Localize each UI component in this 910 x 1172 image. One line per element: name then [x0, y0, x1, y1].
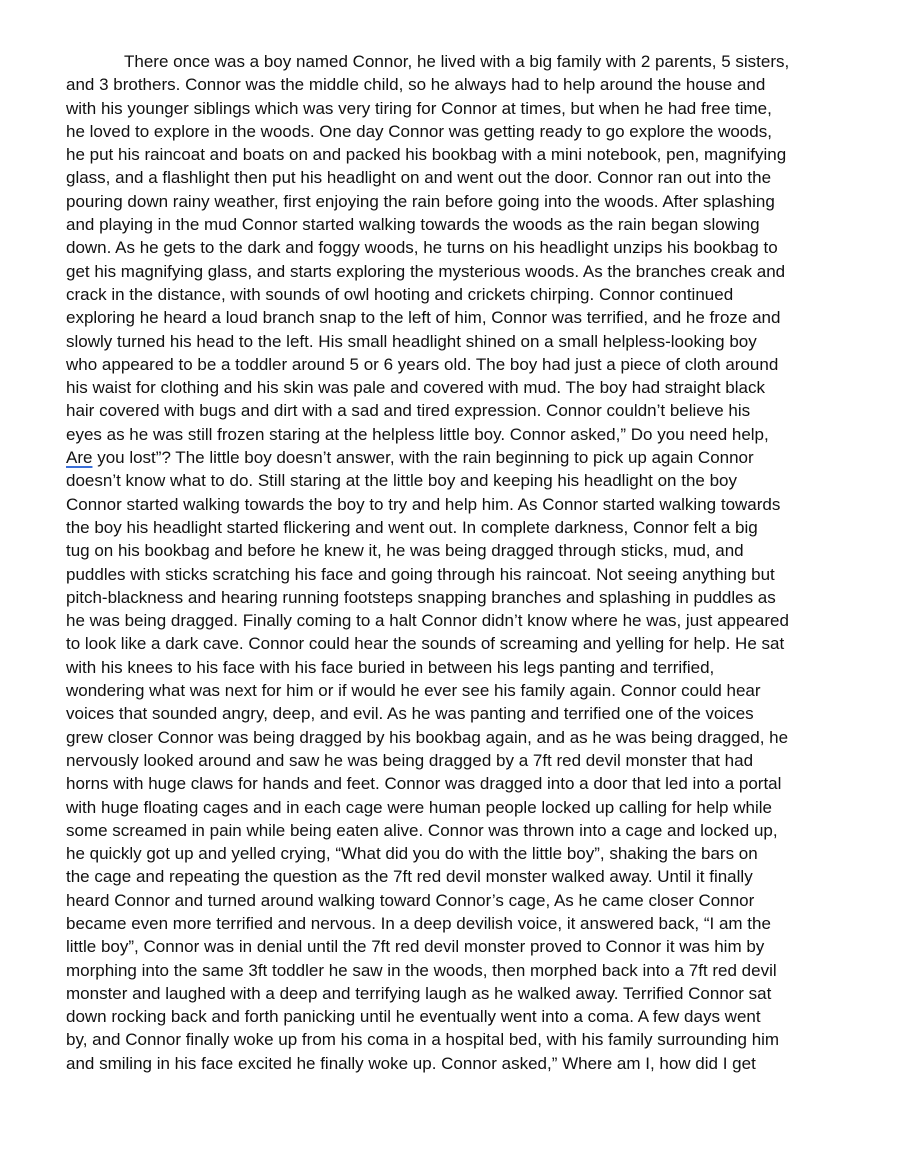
text-line: pouring down rainy weather, first enjoying the rain before going into the woods. After splashing [66, 191, 775, 211]
text-line: he loved to explore in the woods. One day Connor was getting ready to go explore the woods, [66, 121, 772, 141]
text-line: Connor started walking towards the boy to try and help him. As Connor started walking towards [66, 494, 781, 514]
text-line: heard Connor and turned around walking toward Connor’s cage, As he came closer Connor [66, 890, 755, 910]
text-line: hair covered with bugs and dirt with a sad and tired expression. Connor couldn’t believe his [66, 401, 751, 421]
text-line: to look like a dark cave. Connor could hear the sounds of screaming and yelling for help. He sat [66, 634, 785, 654]
text-line: he was being dragged. Finally coming to a halt Connor didn’t know where he was, just appeared [66, 611, 789, 631]
text-line: by, and Connor finally woke up from his coma in a hospital bed, with his family surrounding him [66, 1030, 780, 1050]
text-line: horns with huge claws for hands and feet. Connor was dragged into a door that led into a portal [66, 774, 782, 794]
text-line: down rocking back and forth panicking until he eventually went into a coma. A few days went [66, 1007, 761, 1027]
paragraph-first-line: There once was a boy named Connor, he lived with a big family with 2 parents, 5 sisters, [124, 52, 790, 71]
text-line: became even more terrified and nervous. In a deep devilish voice, it answered back, “I am the [66, 913, 771, 933]
text-line: glass, and a flashlight then put his headlight on and went out the door. Connor ran out into the [66, 168, 772, 188]
text-line-with-flagged-word [66, 446, 826, 469]
text-line: get his magnifying glass, and starts exploring the mysterious woods. As the branches creak and [66, 261, 786, 281]
text-line: some screamed in pain while being eaten alive. Connor was thrown into a cage and locked up, [66, 820, 778, 840]
text-line-rest: you lost”? The little boy doesn’t answer, with the rain beginning to pick up again Connor [92, 448, 754, 468]
text-line: the cage and repeating the question as the 7ft red devil monster walked away. Until it finally [66, 867, 753, 887]
text-line: he put his raincoat and boats on and packed his bookbag with a mini notebook, pen, magnifying [66, 145, 787, 165]
text-line: tug on his bookbag and before he knew it, he was being dragged through sticks, mud, and [66, 541, 744, 561]
text-line: doesn’t know what to do. Still staring at the little boy and keeping his headlight on the boy [66, 471, 737, 491]
spelling-flagged-word[interactable]: Are [66, 448, 93, 468]
text-line: puddles with sticks scratching his face and going through his raincoat. Not seeing anything but [66, 564, 775, 584]
text-line: little boy”, Connor was in denial until the 7ft red devil monster proved to Connor it was him by [66, 937, 765, 957]
text-line: pitch-blackness and hearing running footsteps snapping branches and splashing in puddles as [66, 587, 776, 607]
text-line: and playing in the mud Connor started walking towards the woods as the rain began slowing [66, 215, 760, 235]
text-line: wondering what was next for him or if would he ever see his family again. Connor could hear [66, 681, 761, 701]
text-line: voices that sounded angry, deep, and evil. As he was panting and terrified one of the voices [66, 704, 754, 724]
text-line: with his knees to his face with his face buried in between his legs panting and terrified, [66, 657, 715, 677]
text-line: slowly turned his head to the left. His small headlight shined on a small helpless-looking boy [66, 331, 757, 351]
text-line: morphing into the same 3ft toddler he saw in the woods, then morphed back into a 7ft red devil [66, 960, 777, 980]
text-line: his waist for clothing and his skin was pale and covered with mud. The boy had straight black [66, 378, 765, 398]
text-line: with huge floating cages and in each cage were human people locked up calling for help while [66, 797, 772, 817]
text-line: nervously looked around and saw he was being dragged by a 7ft red devil monster that had [66, 750, 754, 770]
text-line: down. As he gets to the dark and foggy woods, he turns on his headlight unzips his bookbag to [66, 238, 778, 258]
text-line: with his younger siblings which was very tiring for Connor at times, but when he had free time, [66, 98, 772, 118]
text-line: monster and laughed with a deep and terrifying laugh as he walked away. Terrified Connor sat [66, 983, 772, 1003]
text-line: he quickly got up and yelled crying, “What did you do with the little boy”, shaking the bars on [66, 844, 758, 864]
text-line: and smiling in his face excited he finally woke up. Connor asked,” Where am I, how did I get [66, 1053, 756, 1073]
text-line: who appeared to be a toddler around 5 or 6 years old. The boy had just a piece of cloth around [66, 354, 779, 374]
text-line: and 3 brothers. Connor was the middle child, so he always had to help around the house and [66, 75, 766, 95]
text-line: eyes as he was still frozen staring at the helpless little boy. Connor asked,” Do you need help, [66, 424, 769, 444]
story-body [66, 50, 826, 1075]
text-line: grew closer Connor was being dragged by his bookbag again, and as he was being dragged, he [66, 727, 789, 747]
text-line: the boy his headlight started flickering and went out. In complete darkness, Connor felt a big [66, 517, 758, 537]
text-line: crack in the distance, with sounds of owl hooting and crickets chirping. Connor continued [66, 284, 734, 304]
text-line: exploring he heard a loud branch snap to the left of him, Connor was terrified, and he froze and [66, 308, 781, 328]
